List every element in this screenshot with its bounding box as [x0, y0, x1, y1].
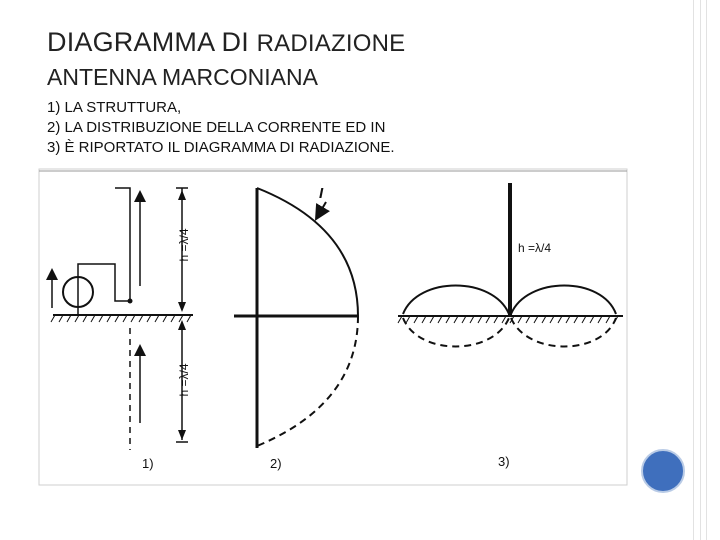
panel-label-1: 1) — [142, 456, 154, 471]
slide-decoration-circle — [641, 449, 685, 493]
title-part-2: RADIAZIONE — [256, 30, 406, 57]
panel-label-2: 2) — [270, 456, 282, 471]
panel-label-3: 3) — [498, 454, 510, 469]
image-lobe-left — [403, 318, 509, 347]
figure-frame — [39, 169, 627, 485]
slide-border-line-2 — [700, 0, 701, 540]
radiation-lobe-right — [511, 286, 616, 315]
description-line-3: 3) È RIPORTATO IL DIAGRAMMA DI RADIAZIONE. — [47, 139, 395, 156]
current-label-arrow — [319, 202, 326, 214]
ground-hatch-1 — [51, 315, 191, 322]
slide-border-line-3 — [706, 0, 707, 540]
description-list — [47, 98, 395, 158]
description-line-2: 2) LA DISTRIBUZIONE DELLA CORRENTE ED IN — [47, 119, 386, 136]
current-curve-solid — [257, 188, 358, 316]
panel-2-current — [234, 185, 358, 471]
radiation-lobe-left — [403, 286, 509, 315]
slide-title — [47, 27, 405, 58]
height-label-pattern: h =λ/4 — [518, 241, 552, 255]
slide-subtitle: ANTENNA MARCONIANA — [47, 64, 318, 90]
antenna-wire — [115, 188, 130, 301]
antenna-base-dot — [128, 299, 133, 304]
height-label-bottom: h =λ/4 — [177, 363, 191, 397]
panel-3-radiation — [398, 183, 623, 469]
feed-wires — [78, 264, 115, 315]
height-label-top: h =λ/4 — [177, 228, 191, 262]
antenna-figure — [38, 168, 628, 486]
description-line-1: 1) LA STRUTTURA, — [47, 99, 182, 116]
slide-border-line-1 — [693, 0, 694, 540]
panel-1-structure — [51, 188, 193, 471]
current-curve-dashed — [257, 316, 358, 446]
current-label: I — [319, 185, 324, 202]
title-part-1: DIAGRAMMA DI — [47, 27, 257, 57]
